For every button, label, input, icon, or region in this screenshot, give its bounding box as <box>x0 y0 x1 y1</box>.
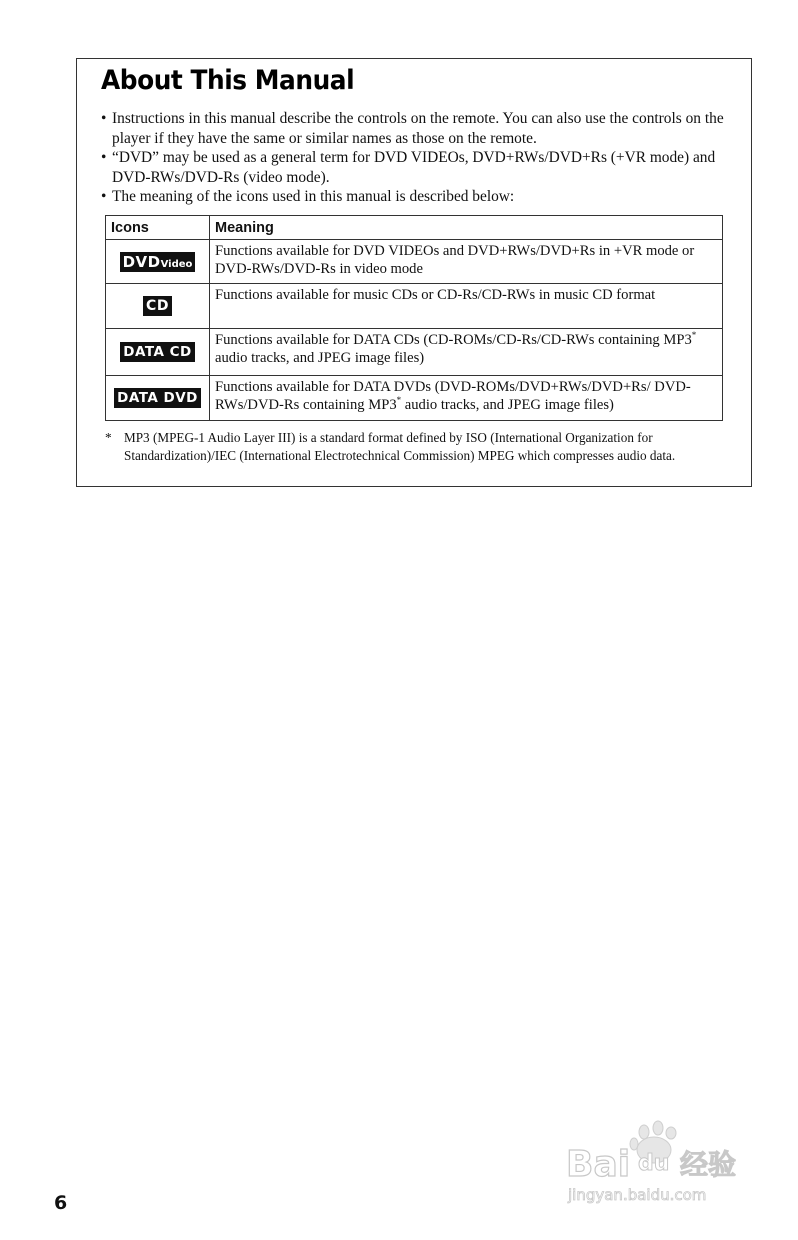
icons-table <box>105 215 723 421</box>
header-icons: Icons <box>106 216 210 240</box>
table-row <box>106 329 723 376</box>
footnote <box>105 429 745 465</box>
svg-text:Bai: Bai <box>566 1144 631 1185</box>
about-manual-box <box>76 58 752 487</box>
data-cd-icon: DATA CD <box>120 342 195 362</box>
meaning-cell: Functions available for DATA DVDs (DVD-ROMs/DVD+RWs/DVD+Rs/ DVD-RWs/DVD-Rs containing MP3* audio tracks, and JPEG image files) <box>210 376 723 421</box>
cd-icon: CD <box>143 296 172 316</box>
data-dvd-icon: DATA DVD <box>114 388 201 408</box>
meaning-cell: Functions available for DVD VIDEOs and DVD+RWs/DVD+Rs in +VR mode or DVD-RWs/DVD-Rs in video mode <box>210 240 723 284</box>
bullet-item <box>101 187 741 207</box>
bullet-text: Instructions in this manual describe the controls on the remote. You can also use the controls on the player if they have the same or similar names as those on the remote. <box>112 110 724 147</box>
bullet-item <box>101 109 741 148</box>
footnote-text: MP3 (MPEG-1 Audio Layer III) is a standard format defined by ISO (International Organization for Standardization)/IEC (International Electrotechnical Commission) MPEG which compresses audio data. <box>124 430 676 463</box>
table-row <box>106 240 723 284</box>
dvd-video-icon: DVDVideo <box>120 252 196 272</box>
bullet-item <box>101 148 741 187</box>
bullet-text: “DVD” may be used as a general term for DVD VIDEOs, DVD+RWs/DVD+Rs (+VR mode) and DVD-RWs/DVD-Rs (video mode). <box>112 149 716 186</box>
bullet-dot: • <box>101 149 107 166</box>
meaning-cell: Functions available for DATA CDs (CD-ROMs/CD-Rs/CD-RWs containing MP3* audio tracks, and JPEG image files) <box>210 329 723 376</box>
footnote-ref: * <box>691 330 697 340</box>
svg-text:jingyan.baidu.com: jingyan.baidu.com <box>568 1186 707 1204</box>
table-row <box>106 376 723 421</box>
header-meaning: Meaning <box>210 216 723 240</box>
table-row <box>106 284 723 329</box>
bullet-text: The meaning of the icons used in this manual is described below: <box>112 188 515 205</box>
page-number: 6 <box>54 1192 68 1214</box>
meaning-cell: Functions available for music CDs or CD-Rs/CD-RWs in music CD format <box>210 284 723 329</box>
bullet-list <box>101 109 741 207</box>
footnote-mark: * <box>105 430 112 445</box>
svg-text:du: du <box>638 1151 670 1176</box>
baidu-watermark-logo <box>566 1120 756 1208</box>
svg-text:经验: 经验 <box>680 1148 737 1181</box>
table-header-row <box>106 216 723 240</box>
bullet-dot: • <box>101 188 107 205</box>
section-title: About This Manual <box>101 65 355 96</box>
bullet-dot: • <box>101 110 107 127</box>
footnote-ref: * <box>396 395 402 405</box>
